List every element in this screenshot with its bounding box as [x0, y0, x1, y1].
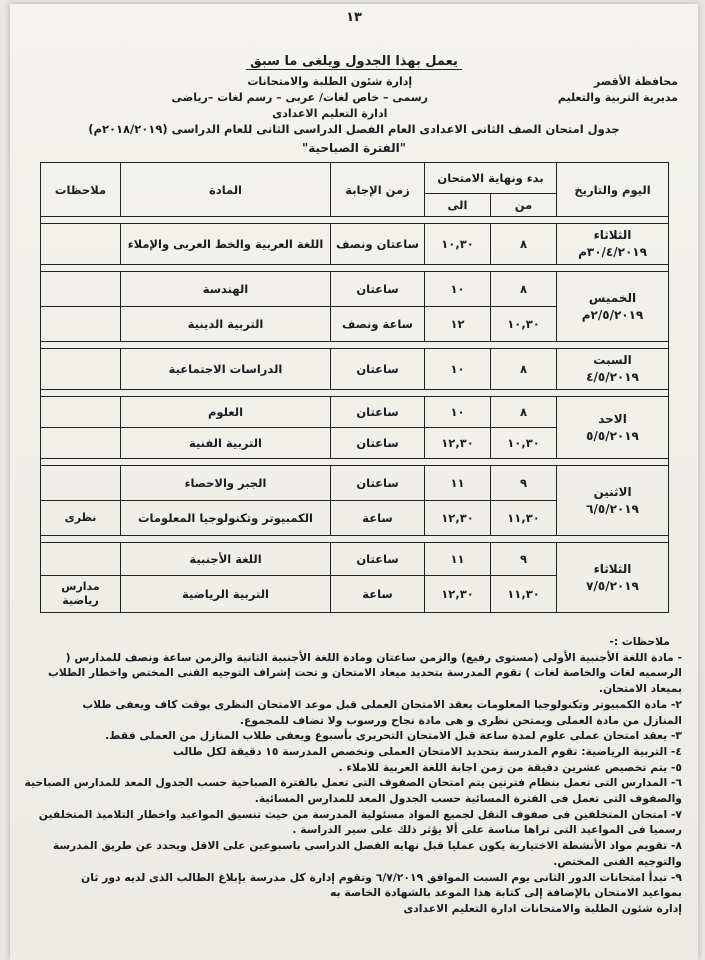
- admin-name: إدارة شئون الطلبة والامتحانات: [247, 75, 413, 88]
- from-cell: ١٠,٣٠: [491, 428, 557, 459]
- to-cell: ١٢: [425, 307, 491, 342]
- subject-cell: اللغة الأجنبية: [121, 543, 331, 576]
- day-cell: الاحد ٥/٥/٢٠١٩: [557, 397, 669, 459]
- governorate: محافظة الأقصر: [593, 75, 678, 88]
- page-number: ١٣: [346, 10, 362, 25]
- duration-cell: ساعة ونصف: [331, 307, 425, 342]
- note-line: بميعاد الامتحان.: [598, 682, 682, 696]
- from-cell: ٩: [491, 466, 557, 501]
- note-line: ٣- يعقد امتحان عملى علوم لمدة ساعة قبل الامتحان التحريرى بأسبوع ويعفى طلاب المنازل من العملى فقط.: [105, 729, 682, 743]
- subject-cell: الدراسات الاجتماعية: [121, 349, 331, 390]
- subject-cell: التربية الرياضية: [121, 576, 331, 613]
- duration-cell: ساعتان: [331, 428, 425, 459]
- note-line: والصفوف التى تعمل فى الفترة المسائية حسب الجدول المعد للمدارس المسائية.: [254, 792, 682, 806]
- subject-cell: الهندسة: [121, 272, 331, 307]
- note-line: الرسميه لغات والخاصة لغات ) تقوم المدرسة بتحديد ميعاد الامتحان و تحت إشراف التوجيه الفنى المختص واخطار الطلاب: [47, 666, 682, 680]
- to-cell: ١٢,٣٠: [425, 428, 491, 459]
- notes-section: [24, 634, 682, 917]
- school-types: رسمى – خاص لغات/ عربى – رسم لغات –رياضى: [171, 91, 428, 104]
- note-cell: [41, 349, 121, 390]
- subject-cell: اللغة العربية والخط العربى والإملاء: [121, 224, 331, 265]
- from-cell: ٨: [491, 397, 557, 428]
- notice-text: يعمل بهذا الجدول ويلغى ما سبق: [246, 54, 462, 70]
- table-row: [41, 397, 669, 428]
- duration-cell: ساعتان: [331, 543, 425, 576]
- note-cell: [41, 224, 121, 265]
- to-cell: ١٠: [425, 397, 491, 428]
- day-cell: الثلاثاء ٣٠/٤/٢٠١٩م: [557, 224, 669, 265]
- col-duration: زمن الإجابة: [331, 163, 425, 217]
- duration-cell: ساعتان ونصف: [331, 224, 425, 265]
- note-line: ٤- التربية الرياضية: تقوم المدرسة بتحديد الامتحان العملى وتخصص المدرسة ١٥ دقيقة لكل طالب: [172, 744, 682, 758]
- duration-cell: ساعتان: [331, 349, 425, 390]
- schedule-title: جدول امتحان الصف الثانى الاعدادى العام الفصل الدراسى الثانى للعام الدراسى (٢٠١٨/٢٠١٩م): [88, 122, 620, 136]
- document-sheet: [10, 4, 698, 960]
- edu-admin: ادارة التعليم الاعدادى: [272, 107, 388, 120]
- day-cell: الاثنين ٦/٥/٢٠١٩: [557, 466, 669, 536]
- table-row: [41, 224, 669, 265]
- note-line: ٧- امتحان المتخلفين فى صفوف النقل لجميع المواد مسئولية المدرسة من حيث تنسيق المواعيد واخطار التلاميذ المتخلفين: [38, 807, 682, 821]
- col-subject: المادة: [121, 163, 331, 217]
- to-cell: ١٠: [425, 272, 491, 307]
- subject-cell: الكمبيوتر وتكنولوجيا المعلومات: [121, 501, 331, 536]
- to-cell: ١٠: [425, 349, 491, 390]
- col-day-date: اليوم والتاريخ: [557, 163, 669, 217]
- note-line: بمواعيد الامتحان بالإضافة إلى كتابة هذا الموعد بالشهادة الخاصة به: [330, 886, 682, 900]
- col-notes: ملاحظات: [41, 163, 121, 217]
- note-cell: [41, 543, 121, 576]
- note-line: والتوجيه الفنى المختص.: [553, 854, 682, 868]
- duration-cell: ساعتان: [331, 272, 425, 307]
- duration-cell: ساعة: [331, 576, 425, 613]
- day-cell: الثلاثاء ٧/٥/٢٠١٩: [557, 543, 669, 613]
- from-cell: ٩: [491, 543, 557, 576]
- note-line: ٩- تبدأ امتحانات الدور الثانى يوم السبت الموافق ٦/٧/٢٠١٩ وتقوم إدارة كل مدرسة بإبلاغ الطالب الذى لديه دور ثان: [81, 870, 682, 884]
- note-line: إدارة شئون الطلبة والامتحانات ادارة التعليم الاعدادى: [403, 901, 682, 915]
- subject-cell: التربية الفنية: [121, 428, 331, 459]
- col-start-end: بدء ونهاية الامتحان: [425, 163, 557, 194]
- header-middle: [172, 74, 488, 122]
- note-line: المنازل من مادة العملى ويمتحن نظرى و هى مادة نجاح ورسوب ولا تضاف للمجموع.: [239, 713, 682, 727]
- from-cell: ٨: [491, 349, 557, 390]
- note-cell: [41, 307, 121, 342]
- from-cell: ١١,٣٠: [491, 501, 557, 536]
- to-cell: ١٠,٣٠: [425, 224, 491, 265]
- from-cell: ٨: [491, 272, 557, 307]
- subject-cell: التربية الدينية: [121, 307, 331, 342]
- notes-title: ملاحظات :-: [609, 635, 670, 648]
- from-cell: ١١,٣٠: [491, 576, 557, 613]
- note-line: رسميا فى المواعيد التى تراها مناسة على ألا يؤثر ذلك على سير الدراسة .: [292, 823, 682, 837]
- duration-cell: ساعتان: [331, 397, 425, 428]
- note-line: ٢- مادة الكمبيوتر وتكنولوجيا المعلومات يعقد الامتحان العملى قبل موعد الامتحان النظرى بوقت كاف ويعفى طلاب: [82, 697, 682, 711]
- col-from: من: [491, 194, 557, 217]
- to-cell: ١٢,٣٠: [425, 501, 491, 536]
- note-cell: مدارس رياضية: [41, 576, 121, 613]
- to-cell: ١١: [425, 466, 491, 501]
- table-row: [41, 466, 669, 501]
- table-row: [41, 543, 669, 576]
- subject-cell: الجبر والاحصاء: [121, 466, 331, 501]
- table-row: [41, 272, 669, 307]
- from-cell: ١٠,٣٠: [491, 307, 557, 342]
- note-cell: [41, 272, 121, 307]
- day-cell: الخميس ٢/٥/٢٠١٩م: [557, 272, 669, 342]
- duration-cell: ساعتان: [331, 466, 425, 501]
- subject-cell: العلوم: [121, 397, 331, 428]
- exam-schedule-table: [40, 162, 669, 613]
- directorate: مديرية التربية والتعليم: [557, 91, 678, 104]
- from-cell: ٨: [491, 224, 557, 265]
- note-cell: [41, 397, 121, 428]
- notice-heading: [10, 54, 698, 69]
- note-line: ٥- يتم تخصيص عشرين دقيقة من زمن اجابة اللغة العربية للاملاء .: [338, 760, 682, 774]
- col-to: الى: [425, 194, 491, 217]
- note-cell: [41, 466, 121, 501]
- note-line: - مادة اللغة الأجنبية الأولى (مستوى رفيع) والزمن ساعتان ومادة اللغة الأجنبية الثانية والزمن ساعة ونصف للمدارس (: [65, 650, 682, 664]
- note-cell: [41, 428, 121, 459]
- to-cell: ١٢,٣٠: [425, 576, 491, 613]
- note-cell: نظرى: [41, 501, 121, 536]
- note-line: ٨- تقويم مواد الأنشطة الاختيارية يكون عمليا قبل نهايه الفصل الدراسى باسبوعين على الاقل ويحدد عن طريق المدرسة: [52, 839, 682, 853]
- note-line: ٦- المدارس التى تعمل بنظام فترتين يتم امتحان الصفوف التى تعمل بالفترة الصباحية حسب الجدول المعد للمدارس الصباحية: [24, 776, 682, 790]
- period-label: "الفترة الصباحية": [301, 141, 407, 155]
- header-right: [558, 74, 678, 106]
- duration-cell: ساعة: [331, 501, 425, 536]
- day-cell: السبت ٤/٥/٢٠١٩: [557, 349, 669, 390]
- to-cell: ١١: [425, 543, 491, 576]
- table-row: [41, 349, 669, 390]
